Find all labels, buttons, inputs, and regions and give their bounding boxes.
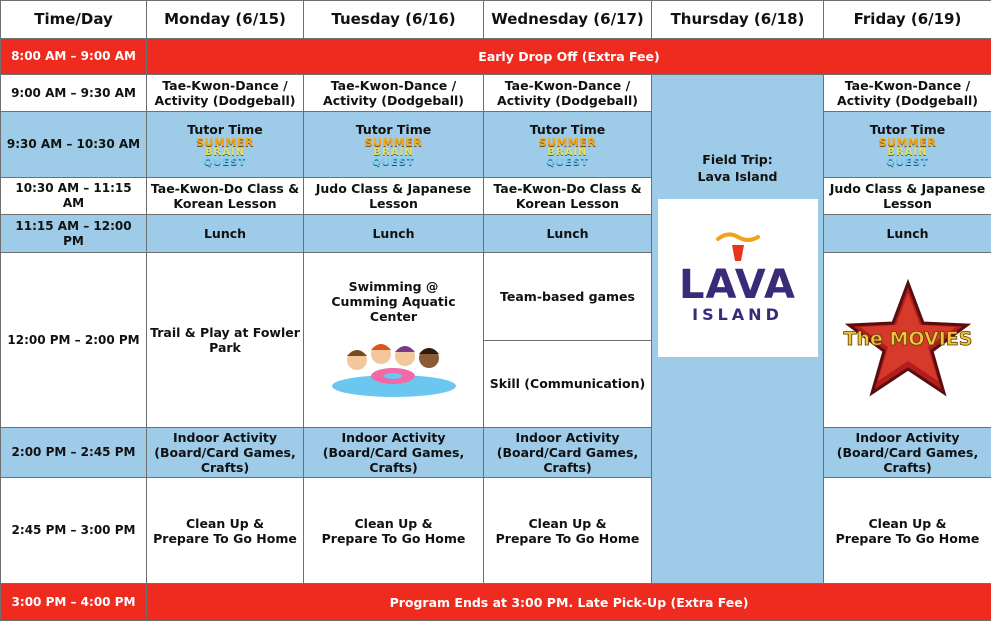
tuesday-tutor-cell: [304, 112, 484, 178]
cell-line: Swimming @: [349, 279, 439, 294]
cell-line: Judo Class & Japanese: [316, 181, 472, 196]
cell-line: Lava Island: [698, 169, 778, 184]
logo-line: QUEST: [365, 158, 423, 168]
cell-line: Clean Up &: [186, 516, 264, 531]
early-drop-off-cell: Early Drop Off (Extra Fee): [147, 39, 991, 75]
tutor-label: Tutor Time: [827, 122, 988, 137]
wednesday-dance-cell: [484, 75, 652, 112]
cell-line: Tae-Kwon-Dance /: [505, 78, 630, 93]
friday-judo-cell: [824, 178, 991, 215]
cell-line: (Board/Card Games,: [497, 445, 638, 460]
thursday-cleanup-cell: [824, 478, 991, 584]
logo-line: SUMMER: [879, 138, 937, 148]
cell-line: Indoor Activity: [341, 430, 445, 445]
row-martial-arts: [1, 178, 991, 215]
cell-line: Tae-Kwon-Do Class &: [493, 181, 641, 196]
tutor-label: Tutor Time: [487, 122, 648, 137]
time-cell: 3:00 PM – 4:00 PM: [1, 584, 147, 621]
monday-tutor-cell: [147, 112, 304, 178]
logo-line: QUEST: [539, 158, 597, 168]
movies-star-logo: [843, 279, 973, 399]
logo-line: BRAIN: [365, 148, 423, 158]
time-cell: 11:15 AM – 12:00 PM: [1, 215, 147, 253]
friday-header: Friday (6/19): [824, 1, 991, 39]
monday-dance-cell: [147, 75, 304, 112]
cell-line: Park: [209, 340, 241, 355]
cell-line: Clean Up &: [355, 516, 433, 531]
wednesday-cleanup-cell: [484, 478, 652, 584]
cell-line: Korean Lesson: [516, 196, 619, 211]
tuesday-indoor-cell: [304, 428, 484, 478]
tuesday-lunch-cell: Lunch: [304, 215, 484, 253]
summer-brain-quest-logo: [539, 138, 597, 168]
logo-line: BRAIN: [196, 148, 254, 158]
cell-line: Activity (Dodgeball): [155, 93, 296, 108]
time-cell: 9:30 AM – 10:30 AM: [1, 112, 147, 178]
time-cell: 2:45 PM – 3:00 PM: [1, 478, 147, 584]
cell-line: Tae-Kwon-Dance /: [162, 78, 287, 93]
lava-island-logo: [658, 199, 818, 357]
logo-line: SUMMER: [365, 138, 423, 148]
cell-line: Tae-Kwon-Dance /: [331, 78, 456, 93]
row-afternoon: [1, 253, 991, 428]
cell-line: Prepare To Go Home: [322, 531, 466, 546]
monday-header: Monday (6/15): [147, 1, 304, 39]
cell-line: Crafts): [201, 460, 249, 475]
cell-line: Prepare To Go Home: [496, 531, 640, 546]
row-tutor-time: [1, 112, 991, 178]
wednesday-indoor-cell: [484, 428, 652, 478]
time-cell: 12:00 PM – 2:00 PM: [1, 253, 147, 428]
cell-line: (Board/Card Games,: [154, 445, 295, 460]
monday-indoor-cell: [147, 428, 304, 478]
swimming-label: [307, 279, 480, 324]
cell-line: Activity (Dodgeball): [497, 93, 638, 108]
cell-line: Tae-Kwon-Dance /: [845, 78, 970, 93]
logo-line: BRAIN: [879, 148, 937, 158]
tuesday-judo-cell: [304, 178, 484, 215]
time-cell: 10:30 AM – 11:15 AM: [1, 178, 147, 215]
cell-line: Lesson: [369, 196, 418, 211]
cell-line: Prepare To Go Home: [836, 531, 980, 546]
logo-line: QUEST: [879, 158, 937, 168]
volcano-icon: [708, 231, 768, 265]
cell-line: Lesson: [883, 196, 932, 211]
tuesday-swimming-cell: [304, 253, 484, 428]
tutor-label: Tutor Time: [307, 122, 480, 137]
time-day-header: Time/Day: [1, 1, 147, 39]
row-program-ends: [1, 584, 991, 621]
monday-cleanup-cell: [147, 478, 304, 584]
cell-line: Indoor Activity: [173, 430, 277, 445]
summer-brain-quest-logo: [365, 138, 423, 168]
field-trip-label: [652, 151, 823, 185]
lava-logo-word: LAVA: [679, 265, 796, 305]
wednesday-lunch-cell: Lunch: [484, 215, 652, 253]
tutor-label: Tutor Time: [150, 122, 300, 137]
cell-line: Crafts): [883, 460, 931, 475]
skill-communication-cell: Skill (Communication): [484, 340, 651, 428]
summer-brain-quest-logo: [196, 138, 254, 168]
thursday-field-trip-cell: [652, 75, 824, 584]
cell-line: Activity (Dodgeball): [323, 93, 464, 108]
cell-line: Crafts): [369, 460, 417, 475]
friday-dance-cell: [824, 75, 991, 112]
cell-line: Indoor Activity: [855, 430, 959, 445]
cell-line: Crafts): [543, 460, 591, 475]
cell-line: (Board/Card Games,: [323, 445, 464, 460]
row-early-drop-off: [1, 39, 991, 75]
cell-line: Field Trip:: [702, 152, 772, 167]
time-cell: 8:00 AM – 9:00 AM: [1, 39, 147, 75]
monday-trail-cell: [147, 253, 304, 428]
friday-movies-cell: [824, 253, 991, 428]
friday-tutor-cell: [824, 112, 991, 178]
cell-line: Tae-Kwon-Do Class &: [151, 181, 299, 196]
tuesday-cleanup-cell: [304, 478, 484, 584]
cell-line: Korean Lesson: [173, 196, 276, 211]
wednesday-tutor-cell: [484, 112, 652, 178]
tuesday-dance-cell: [304, 75, 484, 112]
team-games-cell: Team-based games: [484, 253, 651, 340]
cell-line: Activity (Dodgeball): [837, 93, 978, 108]
logo-line: QUEST: [196, 158, 254, 168]
friday-indoor-cell: [824, 428, 991, 478]
monday-lunch-cell: Lunch: [147, 215, 304, 253]
logo-line: SUMMER: [539, 138, 597, 148]
program-ends-cell: Program Ends at 3:00 PM. Late Pick-Up (Extra Fee): [147, 584, 991, 621]
cell-line: Indoor Activity: [515, 430, 619, 445]
thursday-header: Thursday (6/18): [652, 1, 824, 39]
cell-line: Clean Up &: [869, 516, 947, 531]
cell-line: Judo Class & Japanese: [830, 181, 986, 196]
cell-line: Cumming Aquatic Center: [331, 294, 455, 324]
row-tae-kwon-dance: [1, 75, 991, 112]
swimming-kids-illustration: [329, 334, 459, 398]
monday-tkd-cell: [147, 178, 304, 215]
logo-line: BRAIN: [539, 148, 597, 158]
time-cell: 2:00 PM – 2:45 PM: [1, 428, 147, 478]
cell-line: Clean Up &: [529, 516, 607, 531]
time-cell: 9:00 AM – 9:30 AM: [1, 75, 147, 112]
header-row: [1, 1, 991, 39]
tuesday-header: Tuesday (6/16): [304, 1, 484, 39]
movies-logo-text: The MOVIES: [843, 328, 972, 350]
row-clean-up: [1, 478, 991, 584]
cell-line: Prepare To Go Home: [153, 531, 297, 546]
cell-line: (Board/Card Games,: [837, 445, 978, 460]
wednesday-activities-cell: [484, 253, 652, 428]
wednesday-tkd-cell: [484, 178, 652, 215]
summer-brain-quest-logo: [879, 138, 937, 168]
logo-line: SUMMER: [196, 138, 254, 148]
lava-logo-sub: ISLAND: [692, 305, 783, 325]
wednesday-header: Wednesday (6/17): [484, 1, 652, 39]
row-indoor-activity: [1, 428, 991, 478]
friday-lunch-cell: Lunch: [824, 215, 991, 253]
cell-line: Trail & Play at Fowler: [150, 325, 300, 340]
row-lunch: [1, 215, 991, 253]
